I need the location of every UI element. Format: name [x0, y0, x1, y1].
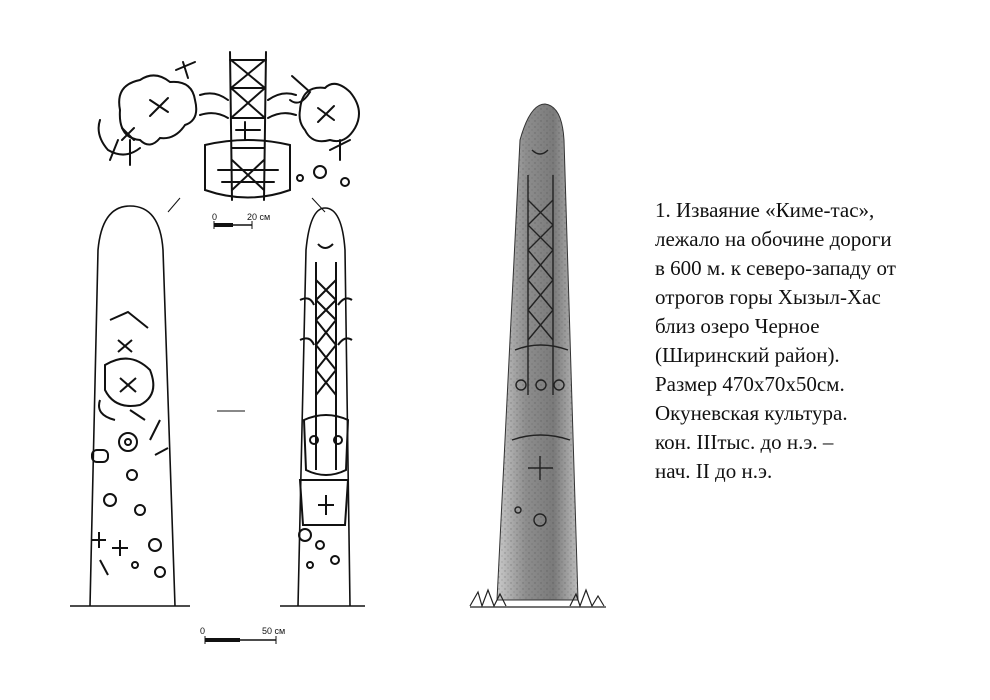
scale-bar-top [212, 212, 270, 229]
caption-line: в 600 м. к северо-западу от [655, 256, 896, 280]
stele-right-drawing [280, 208, 365, 606]
caption-line: отрогов горы Хызыл-Хас [655, 285, 881, 309]
scale-bottom-value: 50 см [262, 626, 286, 636]
scale-top-value: 20 см [247, 212, 271, 222]
caption-line: близ озеро Черное [655, 314, 820, 338]
caption-line: лежало на обочине дороги [655, 227, 892, 251]
scale-bar-bottom [200, 626, 285, 644]
caption-line: кон. IIIтыс. до н.э. – [655, 430, 834, 454]
caption-line: (Ширинский район). [655, 343, 840, 367]
connector-lines [168, 198, 325, 411]
scale-bottom-zero: 0 [200, 626, 206, 636]
stele-left-drawing [70, 206, 190, 606]
caption-line: нач. II до н.э. [655, 459, 773, 483]
stele-illustration [470, 104, 606, 607]
caption-line: Окуневская культура. [655, 401, 848, 425]
caption-line: Размер 470х70х50см. [655, 372, 845, 396]
top-detail-drawing [99, 52, 359, 200]
scale-top-zero: 0 [212, 212, 218, 222]
caption [655, 196, 985, 486]
caption-line: 1. Изваяние «Киме-тас», [655, 198, 875, 222]
